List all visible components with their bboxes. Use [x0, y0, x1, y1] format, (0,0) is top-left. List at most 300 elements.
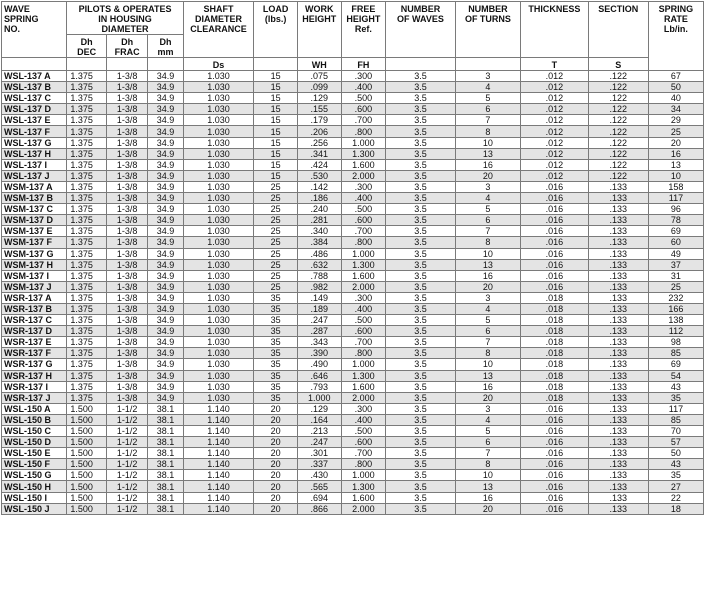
table-row [2, 148, 704, 159]
cell-work-height: .793 [297, 381, 341, 392]
cell-number-of-waves: 3.5 [386, 226, 456, 237]
cell-work-height: .099 [297, 82, 341, 93]
cell-thickness: .018 [521, 359, 588, 370]
cell-part-number: WSR-137 I [2, 381, 67, 392]
header-dh-dec: Dh DEC [67, 35, 106, 58]
cell-shaft-clearance: 1.030 [183, 326, 254, 337]
cell-load: 15 [254, 93, 298, 104]
cell-spring-rate: 22 [648, 492, 703, 503]
cell-part-number: WSL-137 I [2, 159, 67, 170]
cell-part-number: WSM-137 B [2, 193, 67, 204]
cell-thickness: .012 [521, 126, 588, 137]
cell-free-height: .400 [341, 193, 386, 204]
table-row [2, 93, 704, 104]
cell-load: 25 [254, 215, 298, 226]
cell-dh-dec: 1.375 [67, 326, 106, 337]
table-row [2, 215, 704, 226]
cell-dh-dec: 1.375 [67, 204, 106, 215]
cell-dh-frac: 1-1/2 [106, 503, 148, 514]
cell-load: 20 [254, 470, 298, 481]
cell-work-height: .490 [297, 359, 341, 370]
cell-dh-mm: 38.1 [148, 470, 183, 481]
cell-load: 20 [254, 426, 298, 437]
cell-number-of-waves: 3.5 [386, 126, 456, 137]
cell-thickness: .012 [521, 148, 588, 159]
cell-thickness: .018 [521, 381, 588, 392]
cell-part-number: WSL-137 F [2, 126, 67, 137]
cell-work-height: .788 [297, 270, 341, 281]
cell-number-of-waves: 3.5 [386, 82, 456, 93]
cell-load: 25 [254, 259, 298, 270]
cell-thickness: .016 [521, 281, 588, 292]
cell-dh-frac: 1-3/8 [106, 193, 148, 204]
cell-number-of-waves: 3.5 [386, 448, 456, 459]
table-row [2, 414, 704, 425]
cell-work-height: .301 [297, 448, 341, 459]
cell-dh-dec: 1.500 [67, 448, 106, 459]
cell-dh-frac: 1-3/8 [106, 326, 148, 337]
cell-shaft-clearance: 1.030 [183, 148, 254, 159]
cell-dh-frac: 1-3/8 [106, 270, 148, 281]
table-row [2, 181, 704, 192]
cell-work-height: .206 [297, 126, 341, 137]
table-row [2, 470, 704, 481]
cell-section: .133 [588, 204, 648, 215]
cell-section: .133 [588, 403, 648, 414]
cell-spring-rate: 57 [648, 437, 703, 448]
cell-dh-frac: 1-3/8 [106, 159, 148, 170]
cell-work-height: .142 [297, 181, 341, 192]
cell-spring-rate: 117 [648, 403, 703, 414]
cell-dh-mm: 38.1 [148, 426, 183, 437]
cell-dh-mm: 38.1 [148, 492, 183, 503]
cell-shaft-clearance: 1.030 [183, 337, 254, 348]
cell-number-of-turns: 10 [455, 359, 520, 370]
cell-thickness: .016 [521, 448, 588, 459]
table-row [2, 292, 704, 303]
cell-dh-mm: 34.9 [148, 93, 183, 104]
cell-shaft-clearance: 1.030 [183, 215, 254, 226]
cell-free-height: 1.600 [341, 381, 386, 392]
cell-shaft-clearance: 1.030 [183, 348, 254, 359]
cell-dh-frac: 1-1/2 [106, 414, 148, 425]
cell-load: 25 [254, 248, 298, 259]
cell-free-height: .300 [341, 292, 386, 303]
table-row [2, 237, 704, 248]
cell-dh-frac: 1-3/8 [106, 226, 148, 237]
symbol-cell-blank [386, 58, 456, 71]
cell-section: .133 [588, 448, 648, 459]
cell-shaft-clearance: 1.140 [183, 403, 254, 414]
cell-part-number: WSL-137 C [2, 93, 67, 104]
wave-spring-spec-table [1, 1, 704, 515]
cell-work-height: .565 [297, 481, 341, 492]
cell-dh-dec: 1.500 [67, 403, 106, 414]
cell-thickness: .016 [521, 248, 588, 259]
cell-dh-frac: 1-1/2 [106, 492, 148, 503]
cell-section: .122 [588, 148, 648, 159]
cell-dh-frac: 1-3/8 [106, 82, 148, 93]
cell-free-height: .800 [341, 348, 386, 359]
cell-work-height: .149 [297, 292, 341, 303]
cell-spring-rate: 40 [648, 93, 703, 104]
cell-dh-dec: 1.375 [67, 348, 106, 359]
cell-number-of-waves: 3.5 [386, 437, 456, 448]
cell-spring-rate: 78 [648, 215, 703, 226]
cell-spring-rate: 50 [648, 82, 703, 93]
cell-number-of-waves: 3.5 [386, 370, 456, 381]
cell-dh-dec: 1.375 [67, 315, 106, 326]
cell-section: .133 [588, 326, 648, 337]
cell-load: 25 [254, 237, 298, 248]
cell-thickness: .018 [521, 326, 588, 337]
cell-load: 35 [254, 348, 298, 359]
cell-free-height: .800 [341, 237, 386, 248]
cell-work-height: 1.000 [297, 392, 341, 403]
cell-dh-frac: 1-1/2 [106, 459, 148, 470]
cell-dh-mm: 38.1 [148, 448, 183, 459]
cell-work-height: .189 [297, 303, 341, 314]
cell-dh-mm: 34.9 [148, 226, 183, 237]
cell-section: .122 [588, 159, 648, 170]
cell-work-height: .155 [297, 104, 341, 115]
cell-free-height: .300 [341, 71, 386, 82]
cell-load: 15 [254, 126, 298, 137]
cell-thickness: .016 [521, 270, 588, 281]
header-row-symbols [2, 58, 704, 71]
cell-part-number: WSL-137 G [2, 137, 67, 148]
cell-number-of-turns: 10 [455, 470, 520, 481]
table-row [2, 481, 704, 492]
cell-free-height: 1.000 [341, 137, 386, 148]
cell-thickness: .016 [521, 414, 588, 425]
cell-shaft-clearance: 1.140 [183, 426, 254, 437]
symbol-cell-blank [148, 58, 183, 71]
cell-work-height: .341 [297, 148, 341, 159]
cell-number-of-waves: 3.5 [386, 326, 456, 337]
cell-free-height: .400 [341, 82, 386, 93]
cell-number-of-waves: 3.5 [386, 337, 456, 348]
cell-number-of-turns: 6 [455, 104, 520, 115]
cell-section: .133 [588, 348, 648, 359]
cell-work-height: .340 [297, 226, 341, 237]
cell-number-of-waves: 3.5 [386, 270, 456, 281]
table-row [2, 303, 704, 314]
cell-spring-rate: 85 [648, 414, 703, 425]
cell-section: .122 [588, 104, 648, 115]
cell-free-height: 1.000 [341, 248, 386, 259]
cell-number-of-turns: 7 [455, 448, 520, 459]
cell-part-number: WSL-150 I [2, 492, 67, 503]
cell-number-of-turns: 16 [455, 492, 520, 503]
cell-dh-mm: 34.9 [148, 248, 183, 259]
cell-load: 20 [254, 481, 298, 492]
cell-dh-dec: 1.375 [67, 281, 106, 292]
cell-part-number: WSL-150 A [2, 403, 67, 414]
cell-work-height: .240 [297, 204, 341, 215]
cell-section: .133 [588, 237, 648, 248]
cell-section: .133 [588, 492, 648, 503]
cell-load: 25 [254, 226, 298, 237]
cell-number-of-turns: 16 [455, 270, 520, 281]
cell-free-height: .500 [341, 93, 386, 104]
cell-part-number: WSL-137 D [2, 104, 67, 115]
cell-dh-mm: 34.9 [148, 115, 183, 126]
cell-spring-rate: 20 [648, 137, 703, 148]
header-row-main [2, 2, 704, 35]
cell-dh-frac: 1-3/8 [106, 359, 148, 370]
table-row [2, 492, 704, 503]
cell-spring-rate: 138 [648, 315, 703, 326]
cell-dh-dec: 1.375 [67, 170, 106, 181]
cell-load: 15 [254, 148, 298, 159]
cell-dh-dec: 1.500 [67, 481, 106, 492]
cell-section: .133 [588, 193, 648, 204]
cell-number-of-turns: 13 [455, 481, 520, 492]
cell-thickness: .016 [521, 204, 588, 215]
cell-load: 20 [254, 492, 298, 503]
cell-dh-frac: 1-3/8 [106, 292, 148, 303]
cell-shaft-clearance: 1.030 [183, 193, 254, 204]
cell-load: 15 [254, 137, 298, 148]
cell-section: .133 [588, 414, 648, 425]
cell-dh-frac: 1-3/8 [106, 392, 148, 403]
cell-work-height: .530 [297, 170, 341, 181]
cell-number-of-turns: 5 [455, 204, 520, 215]
cell-load: 35 [254, 292, 298, 303]
header-dh-frac: Dh FRAC [106, 35, 148, 58]
table-row [2, 348, 704, 359]
header-number-of-turns: NUMBER OF TURNS [455, 2, 520, 58]
cell-section: .133 [588, 281, 648, 292]
cell-spring-rate: 117 [648, 193, 703, 204]
cell-part-number: WSL-137 A [2, 71, 67, 82]
cell-shaft-clearance: 1.030 [183, 392, 254, 403]
cell-free-height: 1.300 [341, 259, 386, 270]
cell-dh-mm: 34.9 [148, 292, 183, 303]
cell-free-height: 1.000 [341, 470, 386, 481]
cell-load: 35 [254, 337, 298, 348]
cell-number-of-waves: 3.5 [386, 481, 456, 492]
cell-dh-frac: 1-1/2 [106, 437, 148, 448]
cell-number-of-waves: 3.5 [386, 248, 456, 259]
cell-part-number: WSM-137 F [2, 237, 67, 248]
cell-section: .133 [588, 259, 648, 270]
cell-part-number: WSM-137 A [2, 181, 67, 192]
cell-shaft-clearance: 1.030 [183, 159, 254, 170]
cell-dh-dec: 1.375 [67, 226, 106, 237]
cell-number-of-waves: 3.5 [386, 193, 456, 204]
cell-work-height: .694 [297, 492, 341, 503]
cell-thickness: .016 [521, 181, 588, 192]
cell-dh-dec: 1.375 [67, 159, 106, 170]
cell-part-number: WSR-137 B [2, 303, 67, 314]
cell-free-height: .700 [341, 337, 386, 348]
cell-dh-frac: 1-3/8 [106, 337, 148, 348]
cell-load: 15 [254, 104, 298, 115]
cell-thickness: .016 [521, 437, 588, 448]
cell-thickness: .018 [521, 392, 588, 403]
cell-number-of-turns: 3 [455, 292, 520, 303]
cell-number-of-waves: 3.5 [386, 470, 456, 481]
cell-work-height: .075 [297, 71, 341, 82]
cell-dh-mm: 38.1 [148, 414, 183, 425]
cell-thickness: .016 [521, 459, 588, 470]
cell-dh-frac: 1-3/8 [106, 381, 148, 392]
cell-dh-mm: 34.9 [148, 215, 183, 226]
cell-number-of-turns: 7 [455, 115, 520, 126]
cell-part-number: WSL-150 D [2, 437, 67, 448]
cell-section: .133 [588, 359, 648, 370]
table-row [2, 503, 704, 514]
cell-shaft-clearance: 1.140 [183, 459, 254, 470]
cell-load: 35 [254, 381, 298, 392]
cell-work-height: .213 [297, 426, 341, 437]
cell-free-height: 1.000 [341, 359, 386, 370]
cell-spring-rate: 112 [648, 326, 703, 337]
cell-section: .133 [588, 470, 648, 481]
cell-dh-dec: 1.375 [67, 215, 106, 226]
cell-shaft-clearance: 1.030 [183, 270, 254, 281]
cell-dh-frac: 1-3/8 [106, 281, 148, 292]
cell-part-number: WSM-137 I [2, 270, 67, 281]
cell-shaft-clearance: 1.140 [183, 448, 254, 459]
cell-thickness: .016 [521, 403, 588, 414]
table-row [2, 82, 704, 93]
cell-part-number: WSM-137 J [2, 281, 67, 292]
cell-dh-mm: 34.9 [148, 359, 183, 370]
cell-dh-frac: 1-3/8 [106, 215, 148, 226]
cell-load: 35 [254, 392, 298, 403]
cell-thickness: .016 [521, 481, 588, 492]
cell-dh-mm: 34.9 [148, 270, 183, 281]
table-row [2, 359, 704, 370]
cell-number-of-turns: 20 [455, 503, 520, 514]
cell-dh-mm: 38.1 [148, 459, 183, 470]
cell-free-height: .500 [341, 426, 386, 437]
cell-dh-frac: 1-1/2 [106, 448, 148, 459]
cell-thickness: .016 [521, 237, 588, 248]
cell-thickness: .012 [521, 170, 588, 181]
cell-load: 35 [254, 359, 298, 370]
cell-work-height: .247 [297, 315, 341, 326]
cell-part-number: WSL-150 H [2, 481, 67, 492]
cell-dh-mm: 38.1 [148, 437, 183, 448]
cell-thickness: .018 [521, 315, 588, 326]
cell-section: .122 [588, 126, 648, 137]
cell-work-height: .390 [297, 348, 341, 359]
cell-dh-mm: 38.1 [148, 403, 183, 414]
cell-section: .133 [588, 248, 648, 259]
cell-dh-mm: 34.9 [148, 181, 183, 192]
symbol-cell-blank [254, 58, 298, 71]
cell-section: .133 [588, 226, 648, 237]
symbol-wh: WH [297, 58, 341, 71]
cell-shaft-clearance: 1.140 [183, 470, 254, 481]
table-row [2, 104, 704, 115]
cell-number-of-turns: 6 [455, 326, 520, 337]
cell-dh-frac: 1-3/8 [106, 126, 148, 137]
cell-number-of-waves: 3.5 [386, 215, 456, 226]
cell-thickness: .018 [521, 292, 588, 303]
cell-thickness: .012 [521, 82, 588, 93]
cell-section: .122 [588, 137, 648, 148]
table-row [2, 326, 704, 337]
table-row [2, 226, 704, 237]
cell-spring-rate: 50 [648, 448, 703, 459]
table-row [2, 426, 704, 437]
cell-shaft-clearance: 1.140 [183, 481, 254, 492]
cell-dh-dec: 1.375 [67, 248, 106, 259]
cell-spring-rate: 35 [648, 392, 703, 403]
cell-number-of-waves: 3.5 [386, 426, 456, 437]
cell-load: 20 [254, 459, 298, 470]
cell-free-height: 2.000 [341, 392, 386, 403]
cell-shaft-clearance: 1.030 [183, 71, 254, 82]
cell-spring-rate: 54 [648, 370, 703, 381]
cell-free-height: .300 [341, 181, 386, 192]
cell-number-of-waves: 3.5 [386, 403, 456, 414]
cell-dh-frac: 1-3/8 [106, 93, 148, 104]
cell-dh-frac: 1-3/8 [106, 237, 148, 248]
cell-number-of-turns: 7 [455, 337, 520, 348]
cell-dh-frac: 1-1/2 [106, 470, 148, 481]
cell-shaft-clearance: 1.030 [183, 281, 254, 292]
symbol-cell-blank [455, 58, 520, 71]
cell-spring-rate: 158 [648, 181, 703, 192]
cell-number-of-turns: 4 [455, 82, 520, 93]
cell-section: .133 [588, 437, 648, 448]
symbol-cell-blank [2, 58, 67, 71]
cell-load: 20 [254, 448, 298, 459]
cell-shaft-clearance: 1.030 [183, 359, 254, 370]
cell-dh-dec: 1.375 [67, 82, 106, 93]
cell-number-of-waves: 3.5 [386, 181, 456, 192]
cell-number-of-waves: 3.5 [386, 259, 456, 270]
cell-dh-mm: 34.9 [148, 392, 183, 403]
symbol-cell-blank [106, 58, 148, 71]
cell-work-height: .430 [297, 470, 341, 481]
cell-section: .133 [588, 503, 648, 514]
table-row [2, 403, 704, 414]
cell-thickness: .012 [521, 137, 588, 148]
cell-thickness: .012 [521, 159, 588, 170]
cell-section: .133 [588, 292, 648, 303]
cell-thickness: .016 [521, 226, 588, 237]
table-row [2, 381, 704, 392]
cell-work-height: .281 [297, 215, 341, 226]
table-row [2, 204, 704, 215]
cell-part-number: WSL-150 C [2, 426, 67, 437]
cell-section: .122 [588, 170, 648, 181]
cell-shaft-clearance: 1.140 [183, 414, 254, 425]
table-row [2, 337, 704, 348]
cell-dh-dec: 1.375 [67, 104, 106, 115]
cell-dh-frac: 1-3/8 [106, 104, 148, 115]
cell-load: 15 [254, 71, 298, 82]
cell-spring-rate: 31 [648, 270, 703, 281]
cell-number-of-waves: 3.5 [386, 492, 456, 503]
cell-load: 35 [254, 370, 298, 381]
cell-load: 25 [254, 281, 298, 292]
cell-thickness: .012 [521, 71, 588, 82]
cell-spring-rate: 27 [648, 481, 703, 492]
cell-thickness: .012 [521, 93, 588, 104]
cell-dh-frac: 1-3/8 [106, 259, 148, 270]
cell-free-height: .500 [341, 315, 386, 326]
table-row [2, 315, 704, 326]
cell-dh-mm: 34.9 [148, 303, 183, 314]
